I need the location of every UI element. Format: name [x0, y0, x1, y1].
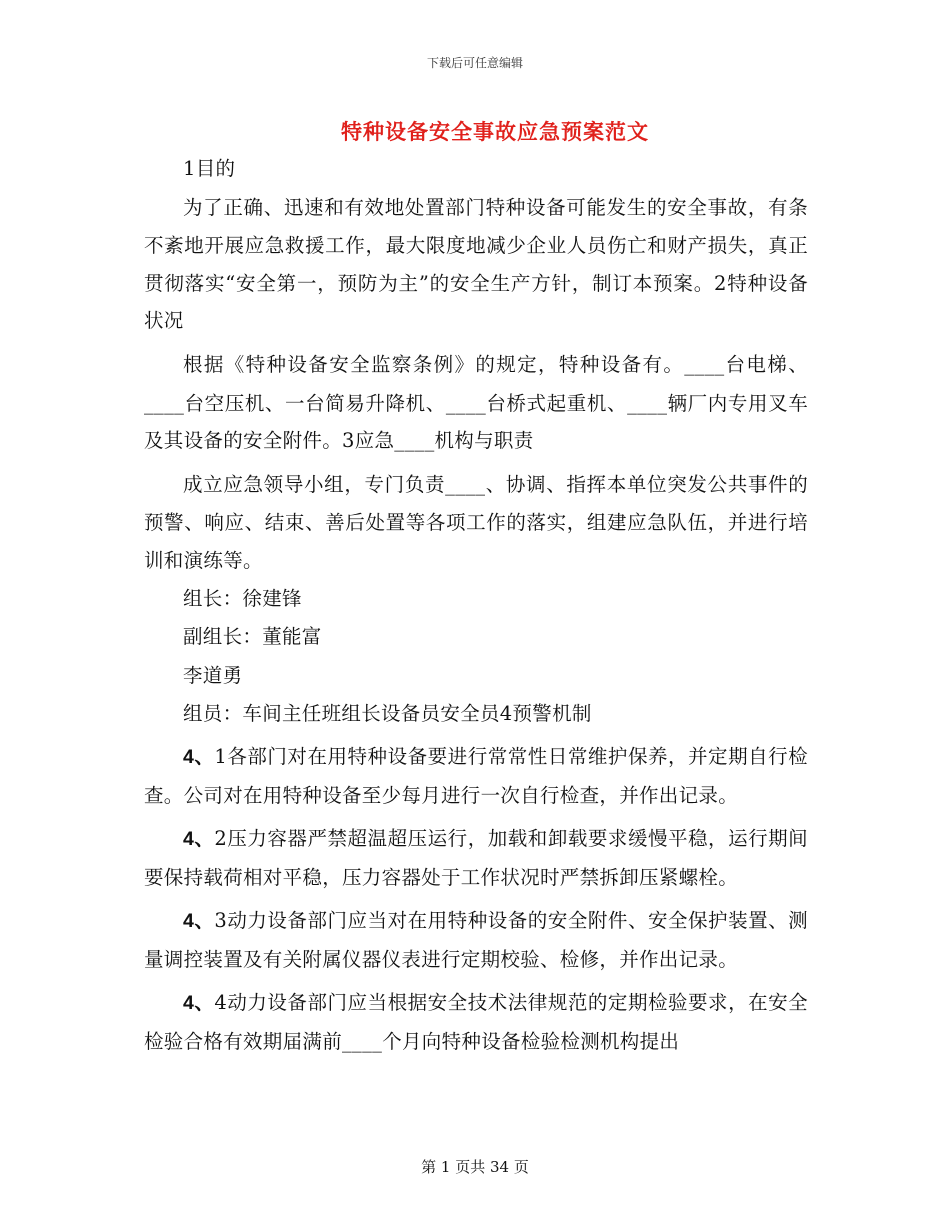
paragraph [144, 346, 808, 460]
paragraph-text: 根据《特种设备安全监察条例》的规定，特种设备有。____台电梯、____台空压机、一台简易升降机、____台桥式起重机、____辆厂内专用叉车及其设备的安全附件。3应急____机构与职责 [144, 352, 808, 453]
paragraph-lead: 4、 [183, 992, 215, 1015]
paragraph-lead: 4、 [183, 828, 215, 851]
paragraph [144, 580, 808, 619]
page-number: 第 1 页共 34 页 [421, 1158, 529, 1176]
paragraph-lead: 4、 [183, 745, 215, 768]
paragraph [144, 657, 808, 696]
paragraph-text: 1目的 [183, 157, 236, 180]
paragraph-lead: 4、 [183, 910, 215, 933]
paragraph [144, 902, 808, 978]
paragraph-text: 2压力容器严禁超温超压运行，加载和卸载要求缓慢平稳，运行期间要保持载荷相对平稳，压力容器处于工作状况时严禁拆卸压紧螺栓。 [144, 827, 808, 889]
document-title: 特种设备安全事故应急预案范文 [341, 119, 649, 144]
header-note: 下载后可任意编辑 [426, 56, 523, 70]
paragraph-text: 李道勇 [183, 663, 243, 687]
document-body [144, 150, 808, 1061]
paragraph [144, 820, 808, 896]
paragraph-text: 组长：徐建锋 [183, 586, 302, 610]
paragraph [144, 189, 808, 340]
paragraph-text: 3动力设备部门应当对在用特种设备的安全附件、安全保护装置、测量调控装置及有关附属仪器仪表进行定期校验、检修，并作出记录。 [144, 909, 808, 971]
paragraph [144, 984, 808, 1060]
paragraph-text: 副组长：董能富 [183, 625, 322, 649]
paragraph [144, 150, 808, 189]
paragraph-text: 组员：车间主任班组长设备员安全员4预警机制 [183, 702, 592, 726]
paragraph [144, 618, 808, 657]
paragraph [144, 738, 808, 814]
paragraph-text: 成立应急领导小组，专门负责____、协调、指挥本单位突发公共事件的预警、响应、结束、善后处置等各项工作的落实，组建应急队伍，并进行培训和演练等。 [144, 472, 808, 572]
paragraph [144, 466, 808, 580]
paragraph-text: 1各部门对在用特种设备要进行常常性日常维护保养，并定期自行检查。公司对在用特种设备至少每月进行一次自行检查，并作出记录。 [144, 744, 808, 807]
paragraph-text: 4动力设备部门应当根据安全技术法律规范的定期检验要求，在安全检验合格有效期届满前____个月向特种设备检验检测机构提出 [144, 991, 808, 1054]
paragraph [144, 695, 808, 734]
paragraph-text: 为了正确、迅速和有效地处置部门特种设备可能发生的安全事故，有条不紊地开展应急救援工作，最大限度地减少企业人员伤亡和财产损失，真正贯彻落实“安全第一，预防为主”的安全生产方针，制订本预案。2特种设备状况 [144, 195, 808, 333]
